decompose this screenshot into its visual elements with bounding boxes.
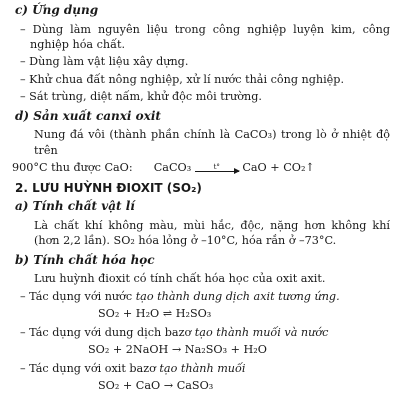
section-heading-san-xuat: d) Sản xuất canxi oxit — [15, 108, 161, 123]
equation-left: CaCO₃ — [153, 161, 192, 175]
list-item-italic: tạo thành muối — [159, 361, 246, 375]
reaction-condition: t° — [213, 163, 220, 172]
list-item — [12, 325, 390, 340]
section-heading-ung-dung: c) Ứng dụng — [15, 3, 99, 17]
list-item-text: – Tác dụng với nước — [20, 289, 136, 303]
list-item: – Dùng làm nguyên liệu trong công nghiệp luyện kim, công nghiệp hóa chất. — [20, 22, 390, 51]
paragraph-vat-li: Là chất khí không màu, mùi hắc, độc, nặng hơn không khí (hơn 2,2 lần). SO₂ hóa lỏng ở –10°C, hóa rắn ở –73°C. — [34, 218, 390, 248]
paragraph-hoa-hoc-intro: Lưu huỳnh đioxit có tính chất hóa học của oxit axit. — [34, 272, 326, 286]
equation: SO₂ + 2NaOH → Na₂SO₃ + H₂O — [88, 343, 267, 357]
list-item: – Sát trùng, diệt nấm, khử độc môi trường. — [20, 90, 262, 104]
equation-right: CaO + CO₂↑ — [242, 161, 315, 175]
equation: SO₂ + H₂O ⇌ H₂SO₃ — [98, 307, 212, 321]
equation: SO₂ + CaO → CaSO₃ — [98, 378, 214, 392]
section-heading-hoa-hoc: b) Tính chất hóa học — [15, 252, 155, 267]
chapter-heading-so2: 2. LƯU HUỲNH ĐIOXIT (SO₂) — [15, 180, 202, 195]
list-item — [12, 289, 390, 304]
list-item: – Dùng làm vật liệu xây dựng. — [20, 55, 189, 69]
list-item-text: – Tác dụng với oxit bazơ — [20, 361, 160, 375]
list-item-italic: tạo thành dung dịch axit tương ứng. — [135, 289, 340, 303]
list-item — [12, 361, 390, 376]
list-item-italic: tạo thành muối và nước — [194, 325, 329, 339]
equation-line-caco3 — [12, 160, 390, 175]
list-item-text: – Tác dụng với dung dịch bazơ — [20, 325, 195, 339]
reaction-arrow-icon — [195, 164, 239, 172]
paragraph-san-xuat-cont: 900°C thu được CaO: — [12, 161, 133, 175]
paragraph-san-xuat: Nung đá vôi (thành phần chính là CaCO₃) trong lò ở nhiệt độ trên — [34, 128, 390, 157]
list-item: – Khử chua đất nông nghiệp, xử lí nước thải công nghiệp. — [20, 72, 345, 86]
section-heading-vat-li: a) Tính chất vật lí — [15, 199, 135, 214]
